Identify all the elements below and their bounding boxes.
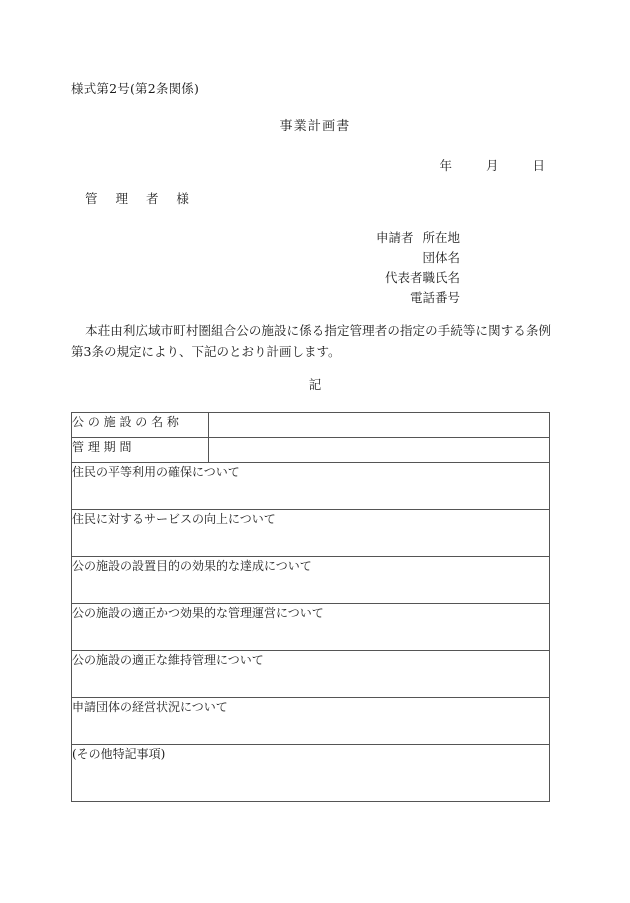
- table-row: [72, 557, 550, 604]
- applicant-block: [0, 228, 630, 308]
- table-section-service-improvement[interactable]: 住民に対するサービスの向上について: [72, 510, 550, 557]
- table-input-management-period[interactable]: [209, 438, 550, 463]
- table-section-effective-management[interactable]: 公の施設の適正かつ効果的な管理運営について: [72, 604, 550, 651]
- facility-name-label: 公 の 施 設 の 名 称: [72, 415, 179, 429]
- table-section-purpose-achievement[interactable]: 公の施設の設置目的の効果的な達成について: [72, 557, 550, 604]
- ki-marker: 記: [308, 377, 322, 392]
- applicant-field-representative: 代表者職氏名: [384, 270, 460, 285]
- table-row: [72, 510, 550, 557]
- table-section-maintenance[interactable]: 公の施設の適正な維持管理について: [72, 651, 550, 698]
- table-row: [72, 698, 550, 745]
- table-input-facility-name[interactable]: [209, 413, 550, 438]
- document-title: 事業計画書: [279, 119, 351, 134]
- table-row: [72, 413, 550, 438]
- management-period-label: 管 理 期 間: [72, 440, 132, 454]
- applicant-row-organization: [0, 248, 460, 268]
- table-header-label-management-period: [72, 438, 209, 463]
- table-row: [72, 463, 550, 510]
- table-row: [72, 604, 550, 651]
- applicant-field-phone: 電話番号: [409, 290, 460, 305]
- date-line: [440, 156, 545, 174]
- table-section-other-notes[interactable]: (その他特記事項): [72, 745, 550, 802]
- applicant-row-location: [0, 228, 460, 248]
- applicant-label: 申請者: [375, 230, 414, 245]
- addressee-line: 管 理 者 様: [85, 191, 196, 206]
- plan-table: [71, 412, 550, 802]
- body-paragraph: [71, 320, 551, 362]
- date-year-label: 年: [439, 158, 453, 173]
- applicant-row-representative: [0, 268, 460, 288]
- applicant-field-location: 所在地: [422, 230, 460, 245]
- date-month-label: 月: [486, 158, 499, 173]
- applicant-field-organization: 団体名: [422, 250, 460, 265]
- applicant-row-phone: [0, 288, 460, 308]
- table-row: [72, 651, 550, 698]
- table-section-equal-use[interactable]: 住民の平等利用の確保について: [72, 463, 550, 510]
- date-day-label: 日: [532, 158, 545, 173]
- table-header-label-facility-name: [72, 413, 209, 438]
- table-row: [72, 745, 550, 802]
- form-code: 様式第2号(第2条関係): [71, 81, 200, 96]
- table-section-financial-status[interactable]: 申請団体の経営状況について: [72, 698, 550, 745]
- table-row: [72, 438, 550, 463]
- body-paragraph-text: 本荘由利広域市町村圏組合公の施設に係る指定管理者の指定の手続等に関する条例第3条の規定により、下記のとおり計画します。: [71, 323, 551, 359]
